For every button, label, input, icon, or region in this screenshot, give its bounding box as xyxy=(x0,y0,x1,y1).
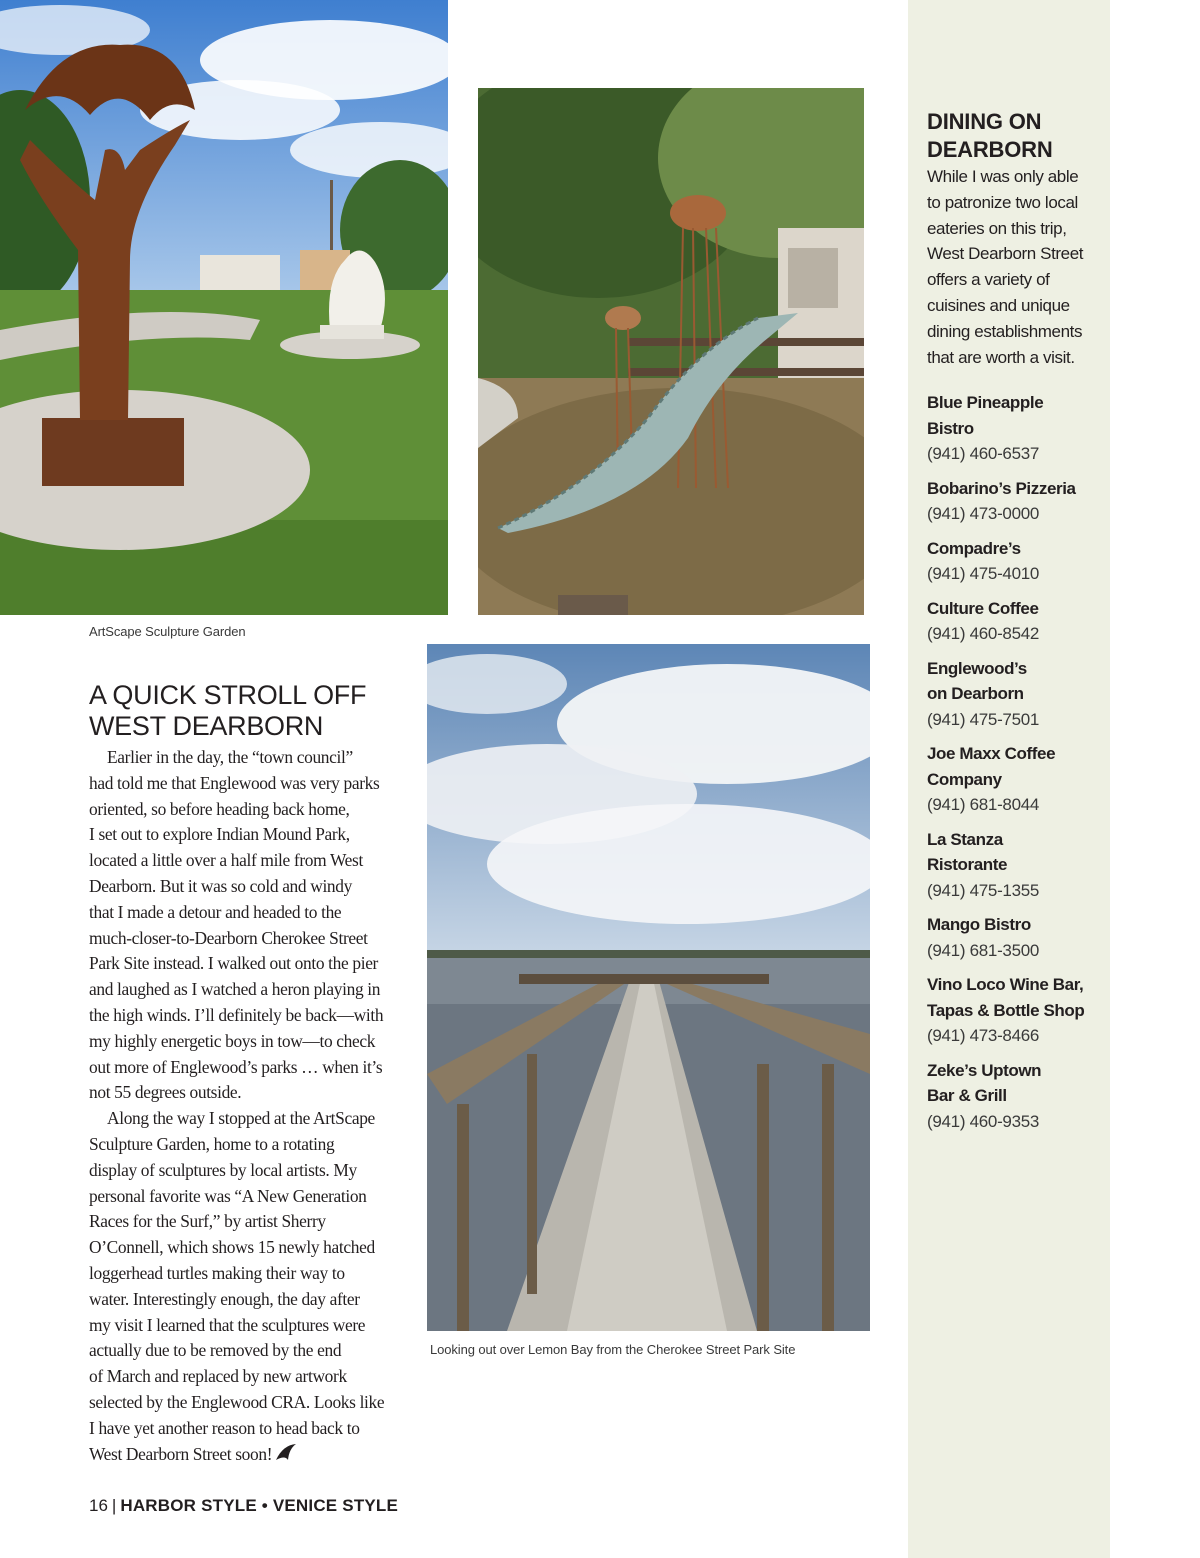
restaurant-name-line: Mango Bistro xyxy=(927,915,1031,935)
restaurant-entry xyxy=(927,912,1107,963)
restaurant-phone: (941) 681-8044 xyxy=(927,795,1040,815)
article-line: had told me that Englewood was very parks xyxy=(89,772,380,793)
sidebar-intro-line: West Dearborn Street xyxy=(927,244,1084,264)
sidebar-intro xyxy=(927,164,1107,370)
article-line: Along the way I stopped at the ArtScape xyxy=(107,1108,375,1129)
restaurant-name-line: Culture Coffee xyxy=(927,598,1039,618)
sidebar-intro-line: While I was only able xyxy=(927,167,1079,186)
restaurant-name xyxy=(927,596,1107,622)
article-heading xyxy=(89,680,409,742)
restaurant-entry xyxy=(927,596,1107,647)
pier-photo-caption: Looking out over Lemon Bay from the Cherokee Street Park Site xyxy=(430,1342,796,1357)
restaurant-phone: (941) 460-6537 xyxy=(927,444,1040,464)
restaurant-name xyxy=(927,741,1107,792)
article-line: O’Connell, which shows 15 newly hatched xyxy=(89,1237,375,1258)
restaurant-entry xyxy=(927,741,1107,818)
article-line: Park Site instead. I walked out onto the pier xyxy=(89,953,379,974)
article-heading-line: WEST DEARBORN xyxy=(89,711,324,741)
sidebar-heading-line: DINING ON xyxy=(927,109,1042,134)
restaurant-phone: (941) 475-1355 xyxy=(927,880,1040,900)
restaurant-entry xyxy=(927,1058,1107,1135)
sidebar-heading xyxy=(927,108,1107,164)
restaurant-entry xyxy=(927,972,1107,1049)
restaurant-name xyxy=(927,1058,1107,1109)
restaurant-name xyxy=(927,972,1107,1023)
restaurant-name-line: Joe Maxx Coffee xyxy=(927,744,1056,764)
article-line: out more of Englewood’s parks … when it’s xyxy=(89,1056,383,1077)
restaurant-phone: (941) 460-8542 xyxy=(927,624,1040,644)
restaurant-entry xyxy=(927,476,1107,527)
shark-fin-end-mark-icon xyxy=(275,1443,297,1461)
alligator-sculpture-photo xyxy=(478,88,864,615)
restaurant-name-line: Vino Loco Wine Bar, xyxy=(927,975,1084,995)
restaurant-entry xyxy=(927,536,1107,587)
article-line: located a little over a half mile from West xyxy=(89,850,363,871)
restaurant-phone: (941) 475-4010 xyxy=(927,564,1040,584)
article-line: not 55 degrees outside. xyxy=(89,1082,242,1103)
article-line: loggerhead turtles making their way to xyxy=(89,1262,345,1283)
restaurant-phone: (941) 475-7501 xyxy=(927,709,1040,729)
sculpture-garden-photo xyxy=(0,0,448,615)
restaurant-phone: (941) 681-3500 xyxy=(927,940,1040,960)
restaurant-name-line: Ristorante xyxy=(927,855,1008,875)
restaurant-name xyxy=(927,912,1107,938)
restaurant-name-line: Bar & Grill xyxy=(927,1086,1007,1106)
sidebar-intro-line: cuisines and unique xyxy=(927,295,1070,315)
article-line: actually due to be removed by the end xyxy=(89,1340,342,1361)
article-line: much-closer-to-Dearborn Cherokee Street xyxy=(89,927,368,948)
footer-separator: | xyxy=(111,1496,117,1515)
sidebar-heading-line: DEARBORN xyxy=(927,137,1053,162)
article-line: that I made a detour and headed to the xyxy=(89,901,342,922)
sidebar-intro-line: dining establishments xyxy=(927,321,1083,341)
article-heading-line: A QUICK STROLL OFF xyxy=(89,680,367,710)
restaurant-name-line: La Stanza xyxy=(927,829,1003,849)
restaurant-name xyxy=(927,476,1107,502)
restaurant-name-line: Bobarino’s Pizzeria xyxy=(927,478,1076,498)
article-line: my visit I learned that the sculptures were xyxy=(89,1314,366,1335)
restaurant-name-line: Company xyxy=(927,769,1002,789)
sidebar-intro-line: to patronize two local xyxy=(927,192,1078,212)
article-body xyxy=(89,745,411,1467)
dining-sidebar-content xyxy=(927,108,1107,1143)
article-line: selected by the Englewood CRA. Looks like xyxy=(89,1391,385,1412)
article-line: I set out to explore Indian Mound Park, xyxy=(89,824,350,845)
article-last-line xyxy=(89,1442,411,1468)
restaurant-name xyxy=(927,827,1107,878)
garden-photo-caption: ArtScape Sculpture Garden xyxy=(89,624,246,639)
sidebar-intro-line: eateries on this trip, xyxy=(927,218,1067,238)
page-footer xyxy=(89,1496,398,1516)
publication-name: HARBOR STYLE • VENICE STYLE xyxy=(120,1496,399,1515)
article-line: I have yet another reason to head back to xyxy=(89,1417,360,1438)
restaurant-phone: (941) 473-0000 xyxy=(927,504,1040,524)
restaurant-entry xyxy=(927,656,1107,733)
restaurant-entry xyxy=(927,827,1107,904)
article-line: water. Interestingly enough, the day after xyxy=(89,1288,360,1309)
restaurant-name xyxy=(927,536,1107,562)
article-line: West Dearborn Street soon! xyxy=(89,1443,273,1464)
pier-photo xyxy=(427,644,870,1331)
article-line: and laughed as I watched a heron playing in xyxy=(89,979,381,1000)
restaurant-name xyxy=(927,656,1107,707)
article-line: oriented, so before heading back home, xyxy=(89,798,350,819)
restaurant-phone: (941) 473-8466 xyxy=(927,1026,1040,1046)
article-line: Races for the Surf,” by artist Sherry xyxy=(89,1211,326,1232)
article-line: my highly energetic boys in tow—to check xyxy=(89,1030,376,1051)
article-line: display of sculptures by local artists. My xyxy=(89,1159,357,1180)
restaurant-name-line: Compadre’s xyxy=(927,538,1021,558)
article-line: the high winds. I’ll definitely be back—with xyxy=(89,1004,384,1025)
restaurant-entry xyxy=(927,390,1107,467)
restaurant-phone: (941) 460-9353 xyxy=(927,1111,1040,1131)
sidebar-intro-line: that are worth a visit. xyxy=(927,347,1075,367)
restaurant-name-line: Tapas & Bottle Shop xyxy=(927,1000,1085,1020)
restaurant-name-line: Englewood’s xyxy=(927,658,1027,678)
article-line: of March and replaced by new artwork xyxy=(89,1366,347,1387)
article-line: Dearborn. But it was so cold and windy xyxy=(89,875,352,896)
article-line: Earlier in the day, the “town council” xyxy=(107,747,353,767)
article-line: personal favorite was “A New Generation xyxy=(89,1185,367,1206)
dining-sidebar xyxy=(908,0,1110,1558)
restaurant-name-line: Bistro xyxy=(927,418,974,438)
sidebar-intro-line: offers a variety of xyxy=(927,270,1050,290)
page-number: 16 xyxy=(89,1496,108,1515)
article-line: Sculpture Garden, home to a rotating xyxy=(89,1133,335,1154)
restaurant-name-line: Blue Pineapple xyxy=(927,393,1044,413)
restaurant-name-line: on Dearborn xyxy=(927,684,1024,704)
restaurant-name xyxy=(927,390,1107,441)
restaurant-name-line: Zeke’s Uptown xyxy=(927,1060,1042,1080)
restaurant-list xyxy=(927,390,1107,1134)
